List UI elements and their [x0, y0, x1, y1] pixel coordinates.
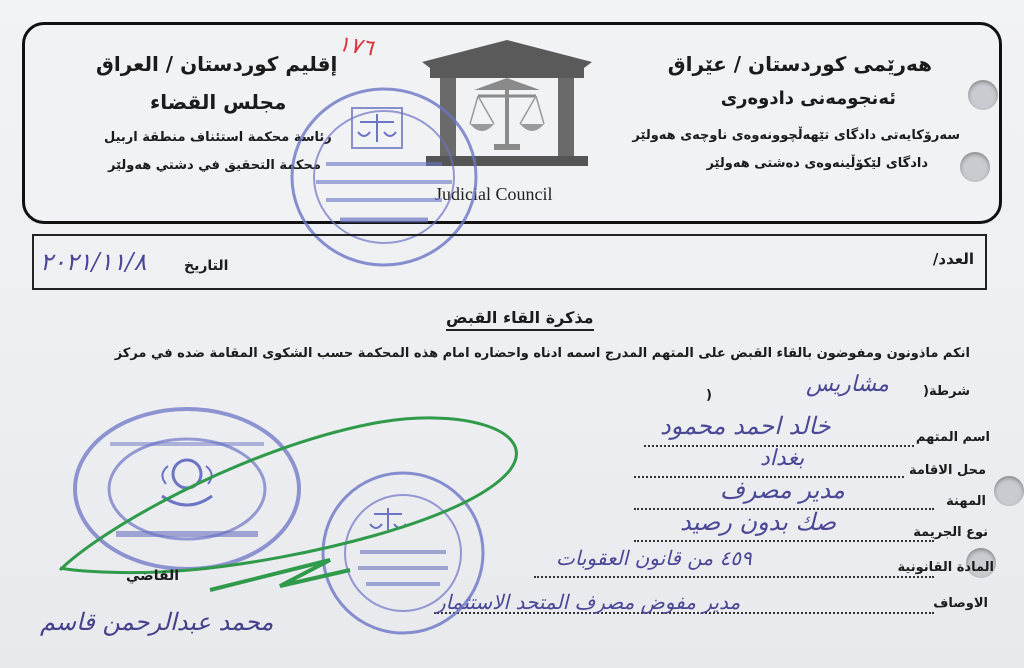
red-handwritten-mark: ١٧٦ [336, 31, 376, 62]
field-profession-label: المهنة [946, 494, 986, 509]
number-label: العدد/ [932, 250, 974, 268]
field-crime-type-label: نوع الجريمة [913, 525, 988, 540]
field-accused-name-value: خالد احمد محمود [660, 412, 831, 440]
logo-caption: Judicial Council [435, 184, 553, 204]
green-signature [40, 410, 540, 600]
police-value: مشاريس [806, 372, 889, 397]
header-left-line4: محكمة التحقيق في دشتي هەولێر [108, 158, 321, 173]
header-left-line1: إقليم كوردستان / العراق [96, 52, 338, 76]
field-residence-label: محل الاقامة [908, 463, 986, 478]
punch-hole [960, 152, 990, 182]
dotted-line [534, 576, 934, 578]
header-right-line4: دادگای لێکۆڵینەوەی دەشتی هەولێر [706, 156, 928, 171]
field-legal-article-value: ٤٥٩ من قانون العقوبات [556, 546, 752, 570]
punch-hole [994, 476, 1024, 506]
header-right-line2: ئەنجومەنی دادوەری [720, 88, 896, 109]
header-left-line3: رئاسة محكمة استئناف منطقة اربيل [104, 130, 332, 145]
field-legal-article-label: المادة القانونية [897, 560, 994, 575]
date-value: ٢٠٢١/١١/٨ [40, 248, 147, 276]
header-left-line2: مجلس القضاء [150, 90, 287, 114]
field-description-value: مدير مفوض مصرف المتحد الاستثمار [436, 590, 741, 614]
memo-title: مذكرة القاء القبض [446, 308, 594, 331]
field-description-label: الاوصاف [933, 596, 988, 611]
field-profession-value: مدير مصرف [720, 476, 845, 504]
memo-body-line1: انكم ماذونون ومفوضون بالقاء القبض على المتهم المدرج اسمه ادناه واحضاره امام هذه المحكمة حسب الشكوى المقامة ضده في مركز [114, 346, 970, 361]
field-residence-value: بغداد [760, 446, 805, 471]
police-close: ) [706, 388, 712, 403]
punch-hole [968, 80, 998, 110]
field-accused-name-label: اسم المتهم [915, 430, 990, 445]
judge-label: القاضي [126, 568, 180, 584]
header-right-line3: سەرۆکایەتی دادگای تێهەڵچوونەوەی ناوچەی هەولێر [632, 128, 960, 143]
header-right-line1: هەرێمی کوردستان / عێراق [667, 52, 932, 76]
judge-signature: محمد عبدالرحمن قاسم [40, 608, 274, 636]
field-crime-type-value: صك بدون رصيد [680, 508, 837, 536]
date-label: التاريخ [184, 258, 229, 274]
police-label: شرطة( [923, 384, 970, 399]
dotted-line [634, 540, 934, 542]
number-date-bar [32, 234, 987, 290]
